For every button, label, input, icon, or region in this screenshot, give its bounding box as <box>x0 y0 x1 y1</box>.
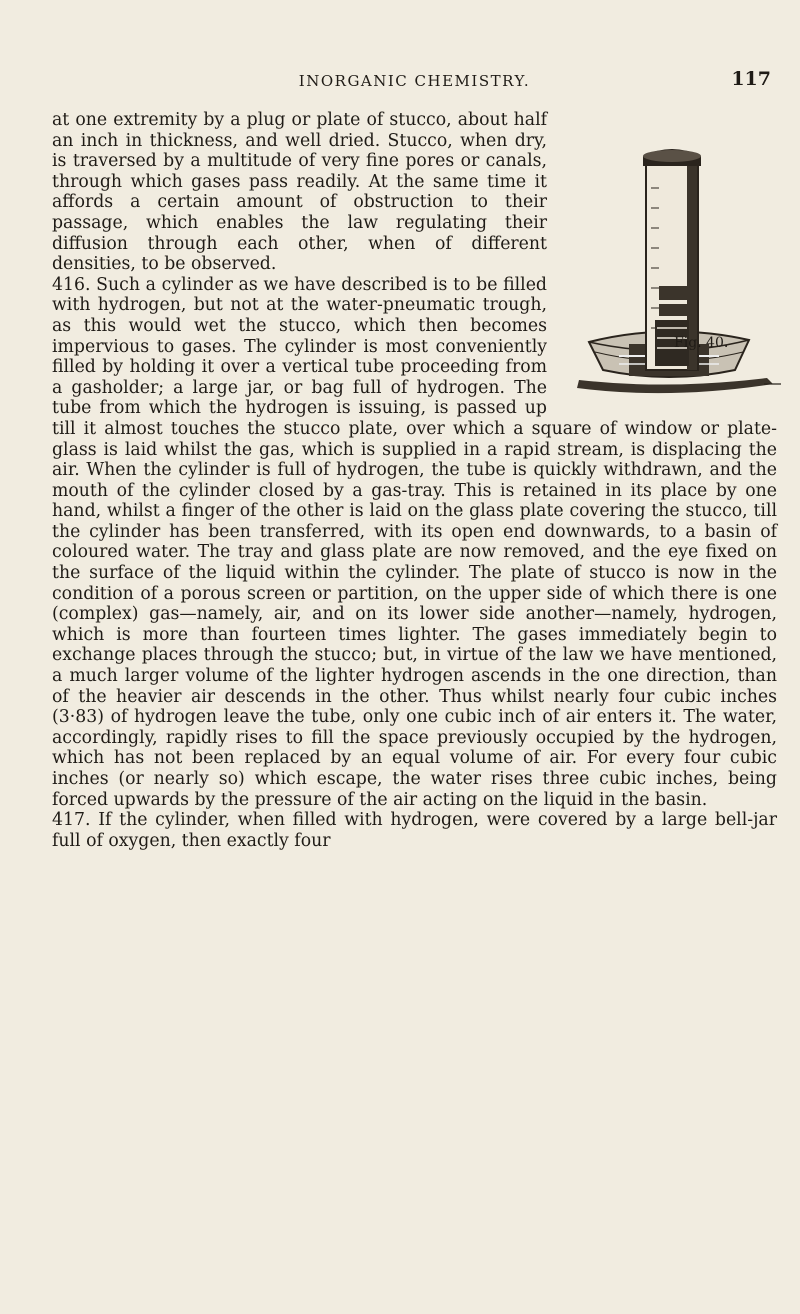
running-head: INORGANIC CHEMISTRY. <box>298 72 531 90</box>
paragraph-416: 416. Such a cylinder as we have described is to be filled with hydrogen, but not at the water-pneumatic trough, as this would wet the stucco, which then becomes impervious to gases. The cylinder is most conveniently filled by holding it over a vertical tube proceeding from a gasholder; a large jar, or bag full of hydrogen. The tube from which the hydrogen is issuing, is passed up till it almost touches the stucco plate, over which a square of window or plate-glass is laid whilst the gas, which is supplied in a rapid stream, is displacing the air. When the cylinder is full of hydrogen, the tube is quickly withdrawn, and the mouth of the cylinder closed by a gas-tray. This is retained in its place by one hand, whilst a finger of the other is laid on the glass plate covering the stucco, till the cylinder has been transferred, with its open end downwards, to a basin of coloured water. The tray and glass plate are now removed, and the eye fixed on the surface of the liquid within the cylinder. The plate of stucco is now in the condition of a porous screen or partition, on the upper side of which there is one (complex) gas—namely, air, and on its lower side another—namely, hydrogen, which is more than fourteen times lighter. The gases immediately begin to exchange places through the stucco; but, in virtue of the law we have mentioned, a much larger volume of the lighter hydrogen ascends in the one direction, than of the heavier air descends in the other. Thus whilst nearly four cubic inches (3·83) of hydrogen leave the tube, only one cubic inch of air enters it. The water, accordingly, rapidly rises to fill the space previously occupied by the hydrogen, which has not been replaced by an equal volume of air. For every four cubic inches (or nearly so) which escape, the water rises three cubic inches, being forced upwards by the pressure of the air acting on the liquid in the basin. <box>52 274 777 810</box>
diffusion-tube-illustration <box>559 108 781 406</box>
paragraph-continuation: at one extremity by a plug or plate of stucco, about half an inch in thickness, and well dried. Stucco, when dry, is traversed by a multitude of very fine pores or canals, through which gases pass readily. At the same time it affords a certain amount of obstruction to their passage, which enables the law regulating their diffusion through each other, when of different densities, to be observed. <box>52 110 547 275</box>
body-text <box>52 110 777 851</box>
figure-caption: Fig. 40. <box>674 335 729 351</box>
page-header <box>52 68 777 98</box>
page-number: 117 <box>731 68 771 90</box>
paragraph-417: 417. If the cylinder, when filled with hydrogen, were covered by a large bell-jar full of oxygen, then exactly four <box>52 810 777 851</box>
figure-40 <box>559 108 781 406</box>
